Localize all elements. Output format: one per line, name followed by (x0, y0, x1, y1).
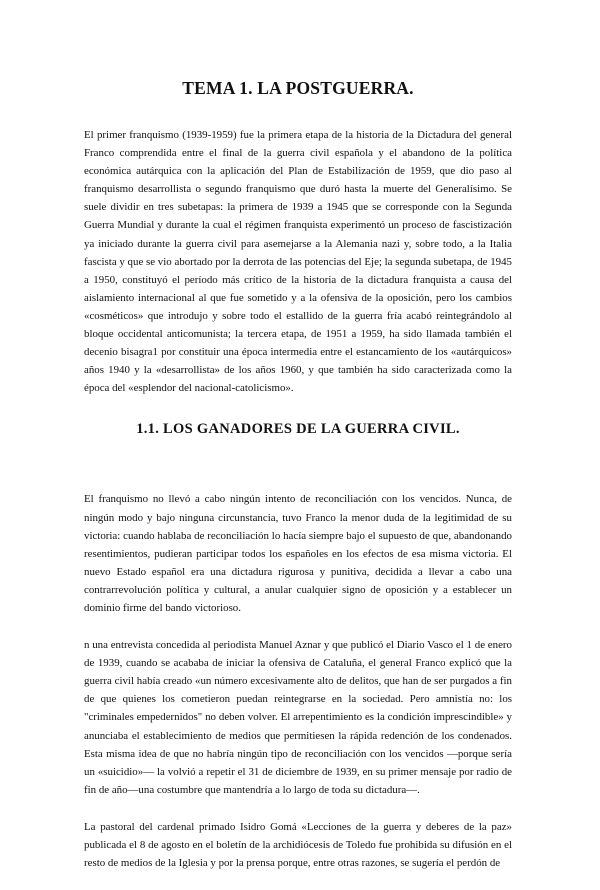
body-paragraph-interview: n una entrevista concedida al periodista Manuel Aznar y que publicó el Diario Vasco el 1 de enero de 1939, cuando se acababa de iniciar la ofensiva de Cataluña, el general Franco explicó que la guerra civil había creado «un número excesivamente alto de delitos, que han de ser purgados a fin de que quienes los cometieron puedan reintegrarse en la sociedad. Pero amnistía no: los "criminales empedernidos" no deben volver. El arrepentimiento es la condición imprescindible» y anunciaba el establecimiento de medios que permitiesen la rápida redención de los condenados. Esta misma idea de que no habría ningún tipo de reconciliación con los vencidos —porque sería un «suicidio»— la volvió a repetir el 31 de diciembre de 1939, en su primer mensaje por radio de fin de año—una costumbre que mantendría a lo largo de toda su dictadura—. (84, 639, 512, 796)
document-title: TEMA 1. LA POSTGUERRA. (182, 78, 414, 98)
body-paragraph-reconciliation: El franquismo no llevó a cabo ningún intento de reconciliación con los vencidos. Nunca, de ningún modo y bajo ninguna circunstancia, tuvo Franco la menor duda de la legitimidad de su victoria: cuando hablaba de reconciliación lo hacía siempre bajo el supuesto de que, abandonando resentimientos, pudieran participar todos los españoles en los efectos de esa misma victoria. El nuevo Estado español era una dictadura rigurosa y punitiva, decidida a llevar a cabo una contrarrevolución política y cultural, a anular cualquier signo de oposición y a establecer un dominio firme del bando victorioso. (84, 493, 512, 614)
intro-paragraph: El primer franquismo (1939-1959) fue la primera etapa de la historia de la Dictadura del general Franco comprendida entre el final de la guerra civil española y el abandono de la política económica autárquica con la aplicación del Plan de Estabilización de 1959, que dio paso al franquismo desarrollista o segundo franquismo que duró hasta la muerte del Generalísimo. Se suele dividir en tres subetapas: la primera de 1939 a 1945 que se corresponde con la Segunda Guerra Mundial y durante la cual el régimen franquista experimentó un proceso de fascistización ya iniciado durante la guerra civil para asemejarse a la Alemania nazi y, sobre todo, a la Italia fascista y que se vio abortado por la derrota de las potencias del Eje; la segunda subetapa, de 1945 a 1950, constituyó el período más crítico de la historia de la dictadura franquista a causa del aislamiento internacional al que fue sometido y a la ofensiva de la oposición, pero los cambios «cosméticos» que introdujo y sobre todo el estallido de la guerra fría acabó reintegrándolo al bloque occidental anticomunista; la tercera etapa, de 1951 a 1959, ha sido llamada también el decenio bisagra1 por constituir una época intermedia entre el estancamiento de los «autárquicos» años 1940 y la «desarrollista» de los años 1960, y que también ha sido caracterizada como la época del «esplendor del nacional-catolicismo». (84, 129, 512, 395)
body-paragraph-pastoral: La pastoral del cardenal primado Isidro Gomá «Lecciones de la guerra y deberes de la paz» publicada el 8 de agosto en el boletín de la archidiócesis de Toledo fue prohibida su difusión en el resto de medios de la Iglesia y por la prensa porque, entre otras razones, se sugería el perdón de (84, 820, 512, 870)
section-heading: 1.1. LOS GANADORES DE LA GUERRA CIVIL. (136, 421, 460, 438)
